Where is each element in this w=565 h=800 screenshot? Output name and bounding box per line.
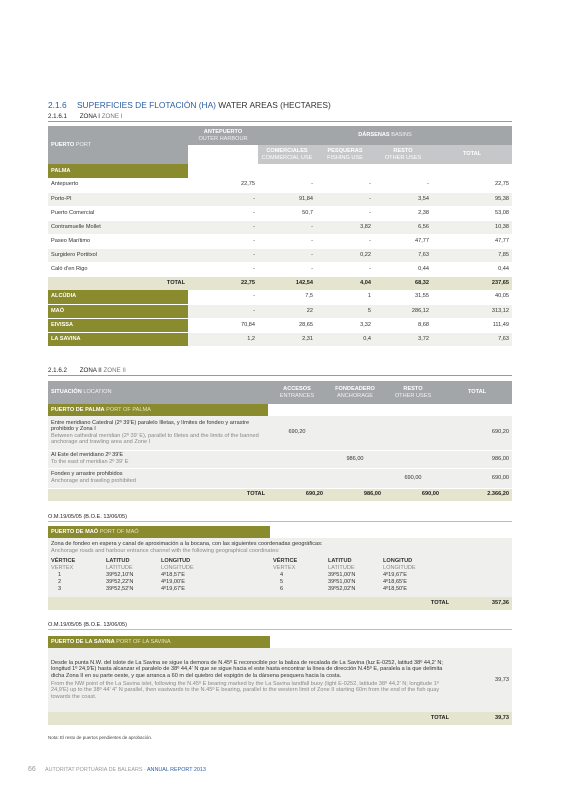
longitude: 4º19,67'E <box>158 586 270 593</box>
zone1-table <box>48 126 512 347</box>
zone2-palma-table <box>48 381 512 501</box>
row-outer: - <box>188 206 258 220</box>
header-outer-label: ANTEPUERTO <box>203 128 243 135</box>
header-anchorage-en: ANCHORAGE <box>336 392 374 399</box>
palma-port-title-en: PORT OF PALMA <box>106 406 151 413</box>
mao-port-heading <box>48 526 270 538</box>
row-name: Antepuerto <box>48 178 188 192</box>
zone1-header-total <box>432 145 512 164</box>
mao-description-en: Anchorage roads and harbour entrance channel with the following geographical coordinates: <box>51 548 280 554</box>
row-com: 91,84 <box>258 192 316 206</box>
header-fishing-en: FISHING USE <box>327 154 363 161</box>
blank <box>452 586 512 593</box>
palma-total-total: 237,65 <box>432 276 512 290</box>
mao-col-lat <box>103 558 158 572</box>
zone2-header-access <box>268 381 326 404</box>
zone1-number: 2.1.6.1 <box>48 113 67 120</box>
latitude: 39º51,00'N <box>325 572 380 579</box>
zone2-header-situation <box>48 381 268 404</box>
mao-col-vertex-en-2: VERTEX <box>273 565 296 571</box>
row-fish: - <box>316 234 374 248</box>
header-commercial-en: COMMERCIAL USE <box>261 154 313 161</box>
table-row <box>48 206 512 220</box>
palma-group-blank <box>188 164 512 178</box>
vertex: 5 <box>270 579 325 586</box>
mao-col-lat-2 <box>325 558 380 572</box>
row-rest: 3,54 <box>374 192 432 206</box>
mao-col-lon <box>158 558 270 572</box>
mao-col-vertex-label: VÉRTICE <box>51 558 76 565</box>
header-basins-label: DÁRSENAS <box>358 132 390 139</box>
mao-col-blank <box>452 558 512 572</box>
row-name: Paseo Marítimo <box>48 234 188 248</box>
zone2-heading <box>48 367 126 374</box>
palma-label: PALMA <box>51 167 71 174</box>
savina-description-es: Desde la punta N.W. del islote de La Savina se sigue la demora de N.45º E reconocible por la baliza de recalada de La Savina (luz E-0252, latitud 38º 44,2' N; longitud 1º 24,9'E) hasta alcanzar el paralelo de 38º 44,4' N que se sigue hacia el este hasta encontrar la línea de dirección N.45º E, paralela a la que delimita dicha Zona II en su parte oeste, y que arranca a 60 m del quiebro del espigón de la dársena pesquera hacia la costa. <box>51 659 443 679</box>
mao-col-vertex-label-2: VÉRTICE <box>273 558 298 565</box>
row-outer: - <box>188 192 258 206</box>
mao-col-lat-en: LATITUDE <box>106 565 133 571</box>
port-name: MAÓ <box>48 304 188 318</box>
zone2-palma-total-total: 2.366,20 <box>442 488 512 501</box>
zone1-header-rest <box>374 145 432 164</box>
zone2-savina-table <box>48 636 512 725</box>
row-name: Caló d'en Rigo <box>48 262 188 276</box>
zone1-header-blank <box>188 145 258 164</box>
mao-col-lon-2 <box>380 558 452 572</box>
row-rest: - <box>374 178 432 192</box>
blank <box>452 579 512 586</box>
row-total: 95,38 <box>432 192 512 206</box>
port-outer: - <box>188 304 258 318</box>
savina-description-en: From the NW point of the La Savina islet, following the N.45º E bearing marked by the La Savina landfall buoy (light E-0252, latitude 38º 44,2' N; longitude 1º 24,9'E) up to the 38º 44' 4" N parallel, then eastwards to the N.45º E bearing, parallel to the western limit of Zone II starting 60m from the end of the fish quay towards the coast. <box>51 680 440 700</box>
cell-anchorage <box>326 468 384 488</box>
vertex: 6 <box>270 586 325 593</box>
savina-total-label: TOTAL <box>48 712 452 725</box>
cell-anchorage: 986,00 <box>326 450 384 468</box>
mao-col-lon-label: LONGITUD <box>161 558 191 565</box>
vertex: 3 <box>48 586 103 593</box>
port-row <box>48 332 512 346</box>
vertex: 2 <box>48 579 103 586</box>
table-row <box>48 450 512 468</box>
zone2-palma-total-anchorage: 986,00 <box>326 488 384 501</box>
row-name: Surgidero Portitxol <box>48 248 188 262</box>
latitude: 39º52,02'N <box>325 586 380 593</box>
mao-col-vertex-2 <box>270 558 325 572</box>
row-rest: 2,38 <box>374 206 432 220</box>
longitude: 4º19,67'E <box>380 572 452 579</box>
cell-access <box>268 468 326 488</box>
header-access-label: ACCESOS <box>283 385 311 392</box>
row-name: Porto-PI <box>48 192 188 206</box>
port-com: 22 <box>258 304 316 318</box>
port-rest: 31,55 <box>374 290 432 304</box>
palma-port-heading <box>48 404 268 416</box>
port-fish: 5 <box>316 304 374 318</box>
zone2-palma-rows <box>48 416 512 488</box>
row-com: - <box>258 220 316 234</box>
row-total: 10,38 <box>432 220 512 234</box>
row-outer: - <box>188 248 258 262</box>
row-outer: 22,75 <box>188 178 258 192</box>
port-com: 2,31 <box>258 332 316 346</box>
header-port-label: PUERTO <box>51 141 75 148</box>
footer-org: AUTORITAT PORTUÀRIA DE BALEARS <box>45 767 143 773</box>
latitude: 39º52,52'N <box>103 586 158 593</box>
longitude: 4º18,65'E <box>380 579 452 586</box>
header-total-label: TOTAL <box>462 151 482 158</box>
mao-col-lat-label: LATITUD <box>106 558 130 565</box>
palma-port-blank <box>268 404 512 416</box>
row-fish: - <box>316 206 374 220</box>
row-fish: - <box>316 178 374 192</box>
mao-total-value: 357,36 <box>452 597 512 610</box>
page-number: 66 <box>28 766 36 773</box>
cell-rest <box>384 450 442 468</box>
header-situation-label: SITUACIÓN <box>51 389 82 396</box>
zone2-title: ZONA II <box>79 367 102 374</box>
header-total2-label: TOTAL <box>467 389 487 396</box>
cell-rest <box>384 416 442 450</box>
vertex: 1 <box>48 572 103 579</box>
zone1-other-ports <box>48 290 512 346</box>
row-outer: - <box>188 262 258 276</box>
row-fish: 3,82 <box>316 220 374 234</box>
port-row <box>48 304 512 318</box>
zone2-palma-total-rest: 690,00 <box>384 488 442 501</box>
palma-total-outer: 22,75 <box>188 276 258 290</box>
port-com: 7,5 <box>258 290 316 304</box>
header-anchorage-label: FONDEADERO <box>335 385 375 392</box>
port-name: EIVISSA <box>48 318 188 332</box>
zone1-header-fishing <box>316 145 374 164</box>
header-rest-label: RESTO <box>393 147 413 154</box>
latitude: 39º52,22'N <box>103 579 158 586</box>
cell-total: 690,20 <box>442 416 512 450</box>
savina-port-blank <box>270 636 512 648</box>
coordinate-row <box>48 572 512 579</box>
situation-en: Between cathedral meridian (2º 39' E), parallel to Illetes and the limits of the banned anchorage and trawling area and Zone I <box>51 432 259 446</box>
longitude: 4º18,50'E <box>380 586 452 593</box>
mao-description <box>48 538 512 558</box>
savina-port-title-en: PORT OF LA SAVINA <box>116 638 171 645</box>
zone1-header-outer <box>188 126 258 145</box>
cell-access: 690,20 <box>268 416 326 450</box>
header-basins-en: BASINS <box>391 132 412 139</box>
row-com: - <box>258 178 316 192</box>
mao-col-vertex-en: VERTEX <box>51 565 74 571</box>
header-rest2-en: OTHER USES <box>394 392 432 399</box>
row-com: - <box>258 248 316 262</box>
palma-total-rest: 68,32 <box>374 276 432 290</box>
longitude: 4º18,57'E <box>158 572 270 579</box>
situation-es: Fondeo y arrastre prohibidos <box>51 471 123 478</box>
row-name: Puerto Comercial <box>48 206 188 220</box>
port-outer: 70,84 <box>188 318 258 332</box>
situation-es: Entre meridiano Catedral (2º 39'E) paralelo Illetas, y límites de fondeo y arrastre prohibido y Zona I <box>51 419 250 433</box>
header-port-en: PORT <box>75 141 92 148</box>
situation-en: Anchorage and trawling prohibited <box>51 478 136 484</box>
cell-access <box>268 450 326 468</box>
port-rest: 3,72 <box>374 332 432 346</box>
port-total: 40,05 <box>432 290 512 304</box>
footer-report: ANNUAL REPORT 2013 <box>146 767 206 773</box>
palma-port-title: PUERTO DE PALMA <box>51 406 105 413</box>
row-com: - <box>258 262 316 276</box>
port-name: LA SAVINA <box>48 332 188 346</box>
row-total: 22,75 <box>432 178 512 192</box>
row-fish: 0,22 <box>316 248 374 262</box>
mao-col-lat-label-2: LATITUD <box>328 558 352 565</box>
footer-separator: · <box>142 767 147 773</box>
table-row <box>48 234 512 248</box>
situation-es: Al Este del meridiano 2º 39'E <box>51 452 124 459</box>
row-outer: - <box>188 234 258 248</box>
table-row <box>48 192 512 206</box>
zone2-palma-total-row <box>48 488 512 501</box>
port-fish: 3,32 <box>316 318 374 332</box>
port-total: 313,12 <box>432 304 512 318</box>
palma-om-reference: O.M.19/05/05 (B.O.E. 13/06/05) <box>48 514 512 522</box>
port-fish: 1 <box>316 290 374 304</box>
cell-anchorage <box>326 416 384 450</box>
mao-coordinates <box>48 572 512 593</box>
zone2-palma-total-access: 690,20 <box>268 488 326 501</box>
mao-port-title-en: PORT OF MAÓ <box>99 528 139 535</box>
header-access-en: ENTRANCES <box>279 392 315 399</box>
row-outer: - <box>188 220 258 234</box>
table-row <box>48 178 512 192</box>
row-rest: 6,56 <box>374 220 432 234</box>
zone2-title-en: ZONE II <box>103 367 126 374</box>
savina-port-title: PUERTO DE LA SAVINA <box>51 638 115 645</box>
mao-col-lon-en: LONGITUDE <box>161 565 194 571</box>
latitude: 39º51,00'N <box>325 579 380 586</box>
table-row <box>48 262 512 276</box>
port-row <box>48 318 512 332</box>
row-com: 50,7 <box>258 206 316 220</box>
savina-total-row <box>48 712 512 725</box>
row-rest: 7,63 <box>374 248 432 262</box>
coordinate-row <box>48 586 512 593</box>
port-com: 28,65 <box>258 318 316 332</box>
table-row <box>48 416 512 450</box>
port-total: 111,49 <box>432 318 512 332</box>
mao-col-lon-en-2: LONGITUDE <box>383 565 416 571</box>
zone2-header-total <box>442 381 512 404</box>
section-heading <box>48 100 331 110</box>
savina-description <box>48 648 452 712</box>
palma-total-row <box>48 276 512 290</box>
palma-total-fishing: 4,04 <box>316 276 374 290</box>
mao-om-reference: O.M.19/05/05 (B.O.E. 13/06/05) <box>48 622 512 630</box>
cell-rest: 690,00 <box>384 468 442 488</box>
zone1-header-port <box>48 126 188 164</box>
savina-total-value: 39,73 <box>452 712 512 725</box>
section-title: SUPERFICIES DE FLOTACIÓN (HA) <box>76 100 216 110</box>
port-outer: 1,2 <box>188 332 258 346</box>
situation-cell <box>48 416 268 450</box>
mao-total-label: TOTAL <box>48 597 452 610</box>
zone2-palma-total-label: TOTAL <box>48 488 268 501</box>
header-situation-en: LOCATION <box>83 389 112 396</box>
situation-en: To the east of meridian 2º 39' E <box>51 459 129 465</box>
section-number: 2.1.6 <box>48 100 67 110</box>
palma-total-label: TOTAL <box>48 276 188 290</box>
savina-value: 39,73 <box>452 648 512 712</box>
mao-description-es: Zona de fondeo en espera y canal de aproximación a la bocana, con las siguientes coordenadas geográficas: <box>51 541 323 548</box>
zone2-rule <box>48 375 512 376</box>
port-outer: - <box>188 290 258 304</box>
cell-total: 690,00 <box>442 468 512 488</box>
row-total: 47,77 <box>432 234 512 248</box>
zone2-header-rest <box>384 381 442 404</box>
row-name: Contramuelle Mollet <box>48 220 188 234</box>
header-rest-en: OTHER USES <box>384 154 422 161</box>
latitude: 39º52,10'N <box>103 572 158 579</box>
row-rest: 0,44 <box>374 262 432 276</box>
situation-cell <box>48 450 268 468</box>
port-rest: 8,68 <box>374 318 432 332</box>
zone1-heading <box>48 113 122 120</box>
section-title-en: WATER AREAS (HECTARES) <box>218 100 331 110</box>
situation-cell <box>48 468 268 488</box>
table-row <box>48 220 512 234</box>
table-row <box>48 248 512 262</box>
longitude: 4º19,00'E <box>158 579 270 586</box>
row-fish: - <box>316 192 374 206</box>
footnote: Nota: El resto de puertos pendientes de aprobación. <box>48 735 153 740</box>
header-commercial-label: COMERCIALES <box>266 147 308 154</box>
zone1-header-commercial <box>258 145 316 164</box>
palma-group-label <box>48 164 188 178</box>
zone2-number: 2.1.6.2 <box>48 367 67 374</box>
mao-port-title: PUERTO DE MAÓ <box>51 528 99 535</box>
row-total: 53,08 <box>432 206 512 220</box>
mao-port-blank <box>270 526 512 538</box>
port-name: ALCÚDIA <box>48 290 188 304</box>
page-footer <box>28 766 206 773</box>
header-rest2-label: RESTO <box>403 385 423 392</box>
mao-col-lat-en-2: LATITUDE <box>328 565 355 571</box>
vertex: 4 <box>270 572 325 579</box>
row-com: - <box>258 234 316 248</box>
zone2-header-anchorage <box>326 381 384 404</box>
mao-col-vertex <box>48 558 103 572</box>
blank <box>452 572 512 579</box>
port-row <box>48 290 512 304</box>
row-total: 0,44 <box>432 262 512 276</box>
zone2-mao-table <box>48 526 512 610</box>
zone1-title: ZONA I <box>79 113 101 120</box>
header-fishing-label: PESQUERAS <box>327 147 363 154</box>
mao-total-row <box>48 597 512 610</box>
port-total: 7,63 <box>432 332 512 346</box>
cell-total: 986,00 <box>442 450 512 468</box>
mao-col-lon-label-2: LONGITUD <box>383 558 413 565</box>
palma-total-commercial: 142,54 <box>258 276 316 290</box>
coordinate-row <box>48 579 512 586</box>
port-rest: 286,12 <box>374 304 432 318</box>
zone1-title-en: ZONE I <box>101 113 123 120</box>
zone1-rule <box>48 121 512 122</box>
row-fish: - <box>316 262 374 276</box>
row-rest: 47,77 <box>374 234 432 248</box>
row-total: 7,85 <box>432 248 512 262</box>
zone1-header-basins <box>258 126 512 145</box>
port-fish: 0,4 <box>316 332 374 346</box>
zone1-palma-rows <box>48 178 512 276</box>
table-row <box>48 468 512 488</box>
header-outer-en: OUTER HARBOUR <box>198 135 248 142</box>
savina-port-heading <box>48 636 270 648</box>
